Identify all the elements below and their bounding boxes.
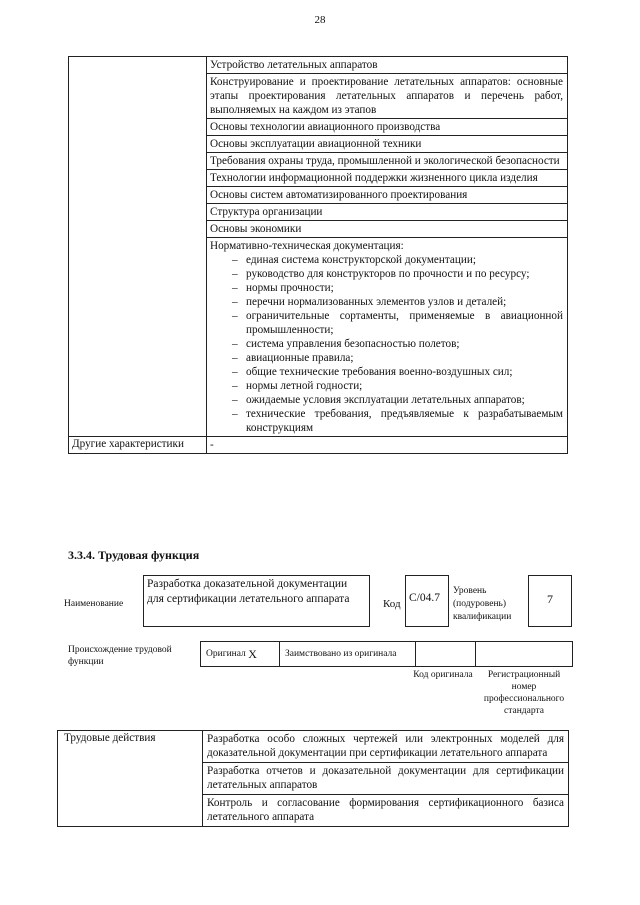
qualification-level-label: Уровень (подуровень) квалификации <box>453 586 512 622</box>
table-row <box>69 57 568 74</box>
other-characteristics-label: Другие характеристики <box>69 437 207 454</box>
name-label: Наименование <box>64 599 124 609</box>
list-item: – перечни нормализованных элементов узлов и деталей; <box>232 295 563 309</box>
knowledge-item: Основы экономики <box>207 221 568 238</box>
other-characteristics-value: - <box>207 437 568 454</box>
labor-actions-table <box>57 730 569 827</box>
original-cell <box>201 642 280 666</box>
knowledge-item: Требования охраны труда, промышленной и экологической безопасности <box>207 153 568 170</box>
code-original-cell <box>416 642 476 666</box>
knowledge-item: Технологии информационной поддержки жизненного цикла изделия <box>207 170 568 187</box>
knowledge-table <box>68 56 568 454</box>
original-mark: X <box>248 646 257 661</box>
labor-action-item: Разработка отчетов и доказательной документации для сертификации летательных аппаратов <box>203 763 569 795</box>
table-row <box>69 437 568 454</box>
knowledge-label-cell <box>69 57 207 437</box>
list-item: – нормы прочности; <box>232 281 563 295</box>
function-code-box: С/04.7 <box>405 575 449 627</box>
origin-row <box>200 641 573 667</box>
labor-action-item: Разработка особо сложных чертежей или электронных моделей для доказательной документации при сертификации летательного аппарата <box>203 731 569 763</box>
list-item: – единая система конструкторской документации; <box>232 253 563 267</box>
normative-docs-list <box>210 253 563 435</box>
knowledge-item: Конструирование и проектирование летательных аппаратов: основные этапы проектирования летательных аппаратов и перечень работ, выполняемых на каждом из этапов <box>207 74 568 119</box>
list-item: – нормы летной годности; <box>232 379 563 393</box>
knowledge-item: Структура организации <box>207 204 568 221</box>
section-heading: 3.3.4. Трудовая функция <box>68 548 200 562</box>
list-item: – общие технические требования военно-воздушных сил; <box>232 365 563 379</box>
borrowed-label: Заимствовано из оригинала <box>280 642 416 666</box>
list-item: – система управления безопасностью полетов; <box>232 337 563 351</box>
normative-docs-cell <box>207 238 568 437</box>
knowledge-item: Устройство летательных аппаратов <box>207 57 568 74</box>
reg-number-caption: Регистрационный номер профессионального стандарта <box>483 670 565 716</box>
labor-actions-label: Трудовые действия <box>58 731 203 827</box>
list-item: – ограничительные сортаменты, применяемые в авиационной промышленности; <box>232 309 563 337</box>
page-number: 28 <box>314 14 326 26</box>
knowledge-item: Основы технологии авиационного производства <box>207 119 568 136</box>
list-item: – ожидаемые условия эксплуатации летательных аппаратов; <box>232 393 563 407</box>
qualification-level-box: 7 <box>528 575 572 627</box>
list-item: – руководство для конструкторов по прочности и по ресурсу; <box>232 267 563 281</box>
knowledge-item: Основы эксплуатации авиационной техники <box>207 136 568 153</box>
code-original-caption: Код оригинала <box>413 670 473 680</box>
normative-docs-title: Нормативно-техническая документация: <box>210 240 404 252</box>
labor-action-item: Контроль и согласование формирования сертификационного базиса летательного аппарата <box>203 795 569 827</box>
reg-number-cell <box>476 642 572 666</box>
list-item: – технические требования, предъявляемые к разрабатываемым конструкциям <box>232 407 563 435</box>
list-item: – авиационные правила; <box>232 351 563 365</box>
code-label: Код <box>383 598 401 610</box>
knowledge-item: Основы систем автоматизированного проектирования <box>207 187 568 204</box>
table-row <box>58 731 569 763</box>
original-label: Оригинал <box>206 649 246 659</box>
function-name-box: Разработка доказательной документации для сертификации летательного аппарата <box>143 575 370 627</box>
origin-label: Происхождение трудовой функции <box>68 645 172 667</box>
